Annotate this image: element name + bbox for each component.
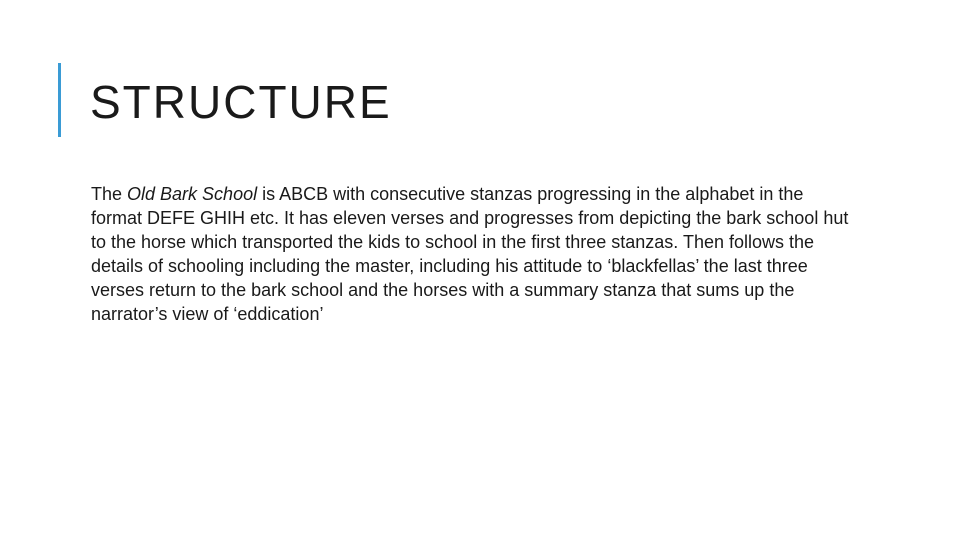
- body-paragraph: [91, 182, 851, 326]
- poem-title: Old Bark School: [127, 184, 258, 204]
- paragraph-text: is ABCB with consecutive stanzas progressing in the alphabet in the format DEFE GHIH etc. It has eleven verses and progresses from depicting the bark school hut to the horse which transported the kids to school in the first three stanzas. Then follows the details of schooling including the master, including his attitude to ‘blackfellas’ the last three verses return to the bark school and the horses with a summary stanza that sums up the narrator’s view of ‘eddication’: [91, 184, 849, 324]
- paragraph-prefix: The: [91, 184, 128, 204]
- slide-title: STRUCTURE: [90, 76, 392, 128]
- title-accent-bar: [58, 63, 61, 137]
